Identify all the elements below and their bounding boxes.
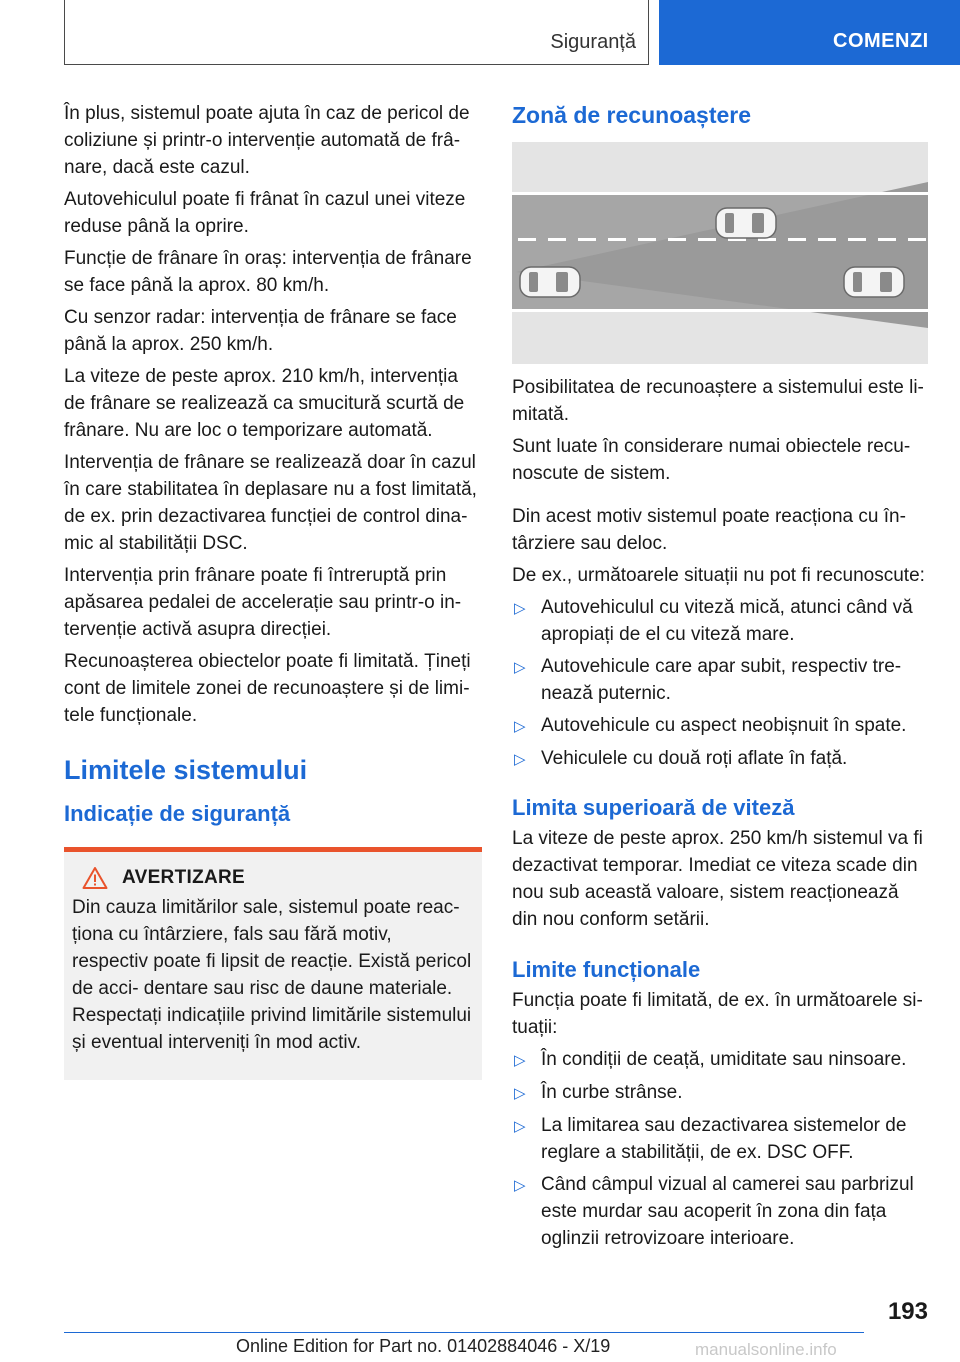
warning-title: AVERTIZARE xyxy=(122,867,245,888)
heading-safety-note: Indicație de siguranță xyxy=(64,801,291,826)
triangle-bullet-icon: ▷ xyxy=(514,1118,526,1135)
list-item: ▷ Autovehicule care apar subit, respectiv tre- nează puternic. xyxy=(512,653,928,707)
warning-box xyxy=(64,847,482,1080)
list-item: ▷ Autovehiculul cu viteză mică, atunci când vă apropiați de el cu viteză mare. xyxy=(512,594,928,648)
recognition-zone-illustration xyxy=(512,142,928,364)
paragraph: Sunt luate în considerare numai obiectele recu- noscute de sistem. xyxy=(512,436,911,484)
list-item: ▷ Vehiculele cu două roți aflate în față. xyxy=(512,745,928,773)
heading-system-limits: Limitele sistemului xyxy=(64,755,308,785)
header-chapter-tab[interactable] xyxy=(659,0,960,65)
warning-triangle-icon xyxy=(82,866,108,890)
footer-edition: Online Edition for Part no. 01402884046 - X/19 xyxy=(236,1336,611,1356)
triangle-bullet-icon: ▷ xyxy=(514,1177,526,1194)
header-section-box xyxy=(64,0,649,65)
list-item: ▷ Când câmpul vizual al camerei sau parbrizul este murdar sau acoperit în zona din fața oglinzii retrovizoare interioare. xyxy=(512,1171,928,1252)
left-column xyxy=(64,100,482,1080)
watermark-logo: manualsonline.info xyxy=(695,1340,837,1359)
heading-recognition-zone: Zonă de recunoaștere xyxy=(512,102,752,128)
paragraph: Intervenția prin frânare poate fi întreruptă prin apăsarea pedalei de accelerație sau printr-o in- tervenție activă asupra direcției. xyxy=(64,565,462,640)
paragraph: Recunoașterea obiectelor poate fi limitată. Țineți cont de limitele zonei de recunoaștere și de limi- tele funcționale. xyxy=(64,651,471,726)
right-column xyxy=(512,100,928,1257)
paragraph: La viteze de peste aprox. 250 km/h sistemul va fi dezactivat temporar. Imediat ce viteza scade din nou sub această valoare, sistem reacționează din nou conform setării. xyxy=(512,828,923,930)
heading-functional-limits: Limite funcționale xyxy=(512,957,701,982)
triangle-bullet-icon: ▷ xyxy=(514,659,526,676)
triangle-bullet-icon: ▷ xyxy=(514,1085,526,1102)
triangle-bullet-icon: ▷ xyxy=(514,600,526,617)
header-section-title: Siguranță xyxy=(550,31,636,53)
functional-limits-list xyxy=(512,1046,928,1252)
paragraph: De ex., următoarele situații nu pot fi recunoscute: xyxy=(512,565,925,586)
paragraph: La viteze de peste aprox. 210 km/h, intervenția de frânare se realizează ca smucitură scurtă de frânare. Nu are loc o temporizare automată. xyxy=(64,366,465,441)
triangle-bullet-icon: ▷ xyxy=(514,718,526,735)
warning-header xyxy=(72,866,472,890)
warning-text: Din cauza limitărilor sale, sistemul poate reac- ționa cu întârziere, fals sau fără motiv, respectiv poate fi lipsit de reacție. Există pericol de acci- dentare sau risc de daune materiale. Respectați indicațiile privind limitările sistemului și eventual interveniți în mod activ. xyxy=(72,897,472,1053)
list-item: ▷ Autovehicule cu aspect neobișnuit în spate. xyxy=(512,712,928,740)
page-number: 193 xyxy=(887,1298,928,1325)
heading-upper-speed-limit: Limita superioară de viteză xyxy=(512,795,795,820)
header-chapter-label: COMENZI xyxy=(833,30,929,52)
triangle-bullet-icon: ▷ xyxy=(514,751,526,768)
paragraph: Funcția poate fi limitată, de ex. în următoarele si- tuații: xyxy=(512,990,923,1038)
paragraph: Cu senzor radar: intervenția de frânare se face până la aprox. 250 km/h. xyxy=(64,307,457,355)
paragraph: Din acest motiv sistemul poate reacționa cu în- târziere sau deloc. xyxy=(512,506,906,554)
footer-divider xyxy=(64,1332,864,1333)
paragraph: Funcție de frânare în oraș: intervenția de frânare se face până la aprox. 80 km/h. xyxy=(64,248,472,296)
paragraph: Posibilitatea de recunoaștere a sistemului este li- mitată. xyxy=(512,377,924,425)
recognition-limits-list xyxy=(512,594,928,773)
paragraph: Autovehiculul poate fi frânat în cazul unei viteze reduse până la oprire. xyxy=(64,189,466,237)
paragraph: Intervenția de frânare se realizează doar în cazul în care stabilitatea în deplasare nu a fost limitată, de ex. prin dezactivarea funcției de control dina- mic al stabilității DSC. xyxy=(64,452,477,554)
list-item: ▷ La limitarea sau dezactivarea sistemelor de reglare a stabilității, de ex. DSC OFF. xyxy=(512,1112,928,1166)
paragraph: În plus, sistemul poate ajuta în caz de pericol de coliziune și printr-o intervenție automată de frâ- nare, dacă este cazul. xyxy=(64,103,470,178)
list-item: ▷ În condiții de ceață, umiditate sau ninsoare. xyxy=(512,1046,928,1074)
list-item: ▷ În curbe strânse. xyxy=(512,1079,928,1107)
triangle-bullet-icon: ▷ xyxy=(514,1052,526,1069)
